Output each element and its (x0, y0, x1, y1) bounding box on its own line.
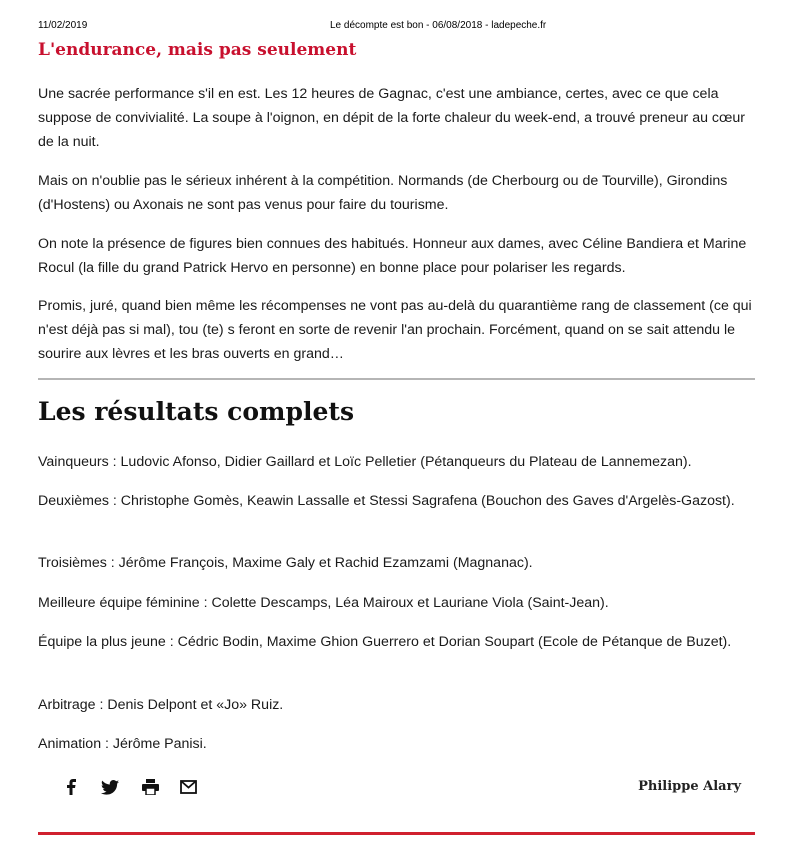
result-item: Arbitrage : Denis Delpont et «Jo» Ruiz. (38, 697, 284, 713)
section-heading: L'endurance, mais pas seulement (38, 40, 357, 60)
paragraph-2: Mais on n'oublie pas le sérieux inhérent à la compétition. Normands (de Cherbourg ou de Tourville), Girondins (d'Hostens) ou Axonais ne sont pas venus pour faire du tourisme. (38, 173, 728, 213)
print-date: 11/02/2019 (38, 20, 88, 31)
section-divider (38, 378, 755, 380)
author-name: Philippe Alary (638, 779, 741, 794)
paragraph-3: On note la présence de figures bien connues des habitués. Honneur aux dames, avec Céline Bandiera et Marine Rocul (la fille du grand Patrick Hervo en personne) en bonne place pour polariser les regards. (38, 236, 747, 276)
mail-icon[interactable] (177, 776, 199, 798)
print-page-title: Le décompte est bon - 06/08/2018 - ladepeche.fr (330, 20, 547, 31)
facebook-icon[interactable] (60, 776, 82, 798)
paragraph-1: Une sacrée performance s'il en est. Les 12 heures de Gagnac, c'est une ambiance, certes, avec ce que cela suppose de convivialité. La soupe à l'oignon, en dépit de la forte chaleur du week-end, a trouvé preneur au cœur de la nuit. (38, 86, 746, 150)
paragraph-4: Promis, juré, quand bien même les récompenses ne vont pas au-delà du quarantième rang de classement (ce qui n'est déjà pas si mal), tou (te) s feront en sorte de revenir l'an prochain. Forcément, quand on se sait attendu le sourire aux lèvres et les bras ouverts en grand… (38, 298, 752, 362)
result-item: Deuxièmes : Christophe Gomès, Keawin Lassalle et Stessi Sagrafena (Bouchon des Gaves d'Argelès-Gazost). (38, 493, 735, 509)
print-header (38, 20, 755, 34)
twitter-icon[interactable] (99, 776, 121, 798)
result-item: Animation : Jérôme Panisi. (38, 736, 207, 752)
result-item: Équipe la plus jeune : Cédric Bodin, Maxime Ghion Guerrero et Dorian Soupart (Ecole de Pétanque de Buzet). (38, 634, 732, 650)
bottom-rule (38, 832, 755, 835)
result-item: Meilleure équipe féminine : Colette Descamps, Léa Mairoux et Lauriane Viola (Saint-Jean). (38, 595, 609, 611)
results-heading: Les résultats complets (38, 397, 355, 426)
result-item: Troisièmes : Jérôme François, Maxime Galy et Rachid Ezamzami (Magnanac). (38, 555, 533, 571)
print-icon[interactable] (139, 776, 161, 798)
result-item: Vainqueurs : Ludovic Afonso, Didier Gaillard et Loïc Pelletier (Pétanqueurs du Plateau de Lannemezan). (38, 454, 692, 470)
